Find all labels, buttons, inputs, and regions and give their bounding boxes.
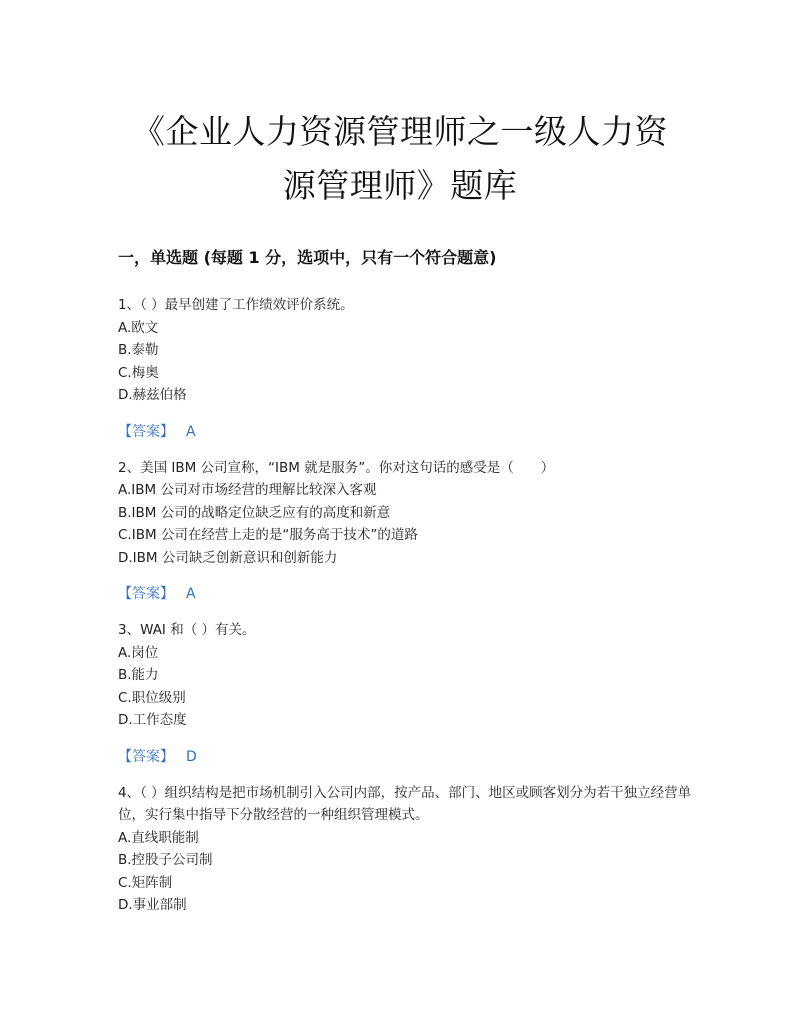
answer-line	[118, 583, 698, 605]
question-text: 1、（ ）最早创建了工作绩效评价系统。	[118, 297, 354, 313]
option-b: B.控股子公司制	[118, 852, 213, 868]
answer-line	[118, 421, 698, 443]
answer-value: A	[186, 423, 196, 440]
answer-label: 【答案】	[118, 586, 174, 602]
section-heading: 一，单选题 (每题 1 分，选项中，只有一个符合题意)	[118, 248, 497, 267]
question-list	[118, 294, 698, 917]
option-b: B.IBM 公司的战略定位缺乏应有的高度和新意	[118, 504, 391, 521]
option-c: C.梅奥	[118, 364, 159, 381]
option-c: C.职位级别	[118, 689, 186, 706]
option-d: D.工作态度	[118, 712, 187, 728]
option-a: A.欧文	[118, 319, 159, 336]
question-2	[118, 457, 698, 606]
answer-value: A	[186, 586, 196, 602]
question-text: 2、美国 IBM 公司宣称，“IBM 就是服务”。你对这句话的感受是（ ）	[118, 459, 555, 476]
question-text: 3、WAI 和（ ）有关。	[118, 622, 256, 638]
question-text: 4、（ ）组织结构是把市场机制引入公司内部，按产品、部门、地区或顾客划分为若干独立经营单位，实行集中指导下分散经营的一种组织管理模式。	[118, 784, 692, 823]
option-d: D.IBM 公司缺乏创新意识和创新能力	[118, 549, 338, 566]
option-d: D.赫兹伯格	[118, 387, 187, 403]
question-1	[118, 294, 698, 443]
title-line-1: 《企业人力资源管理师之一级人力资	[132, 112, 668, 151]
answer-label: 【答案】	[118, 748, 174, 765]
document-title	[60, 105, 740, 213]
option-b: B.能力	[118, 667, 159, 683]
answer-label: 【答案】	[118, 423, 174, 440]
question-4	[118, 782, 698, 917]
option-d: D.事业部制	[118, 897, 187, 913]
title-line-2: 源管理师》题库	[282, 166, 518, 205]
option-b: B.泰勒	[118, 342, 159, 358]
question-3	[118, 619, 698, 768]
option-a: A.IBM 公司对市场经营的理解比较深入客观	[118, 482, 377, 498]
answer-line	[118, 746, 698, 768]
option-a: A.岗位	[118, 644, 159, 661]
answer-value: D	[186, 748, 197, 765]
option-a: A.直线职能制	[118, 829, 199, 846]
option-c: C.IBM 公司在经营上走的是“服务高于技术”的道路	[118, 527, 418, 543]
option-c: C.矩阵制	[118, 874, 173, 891]
